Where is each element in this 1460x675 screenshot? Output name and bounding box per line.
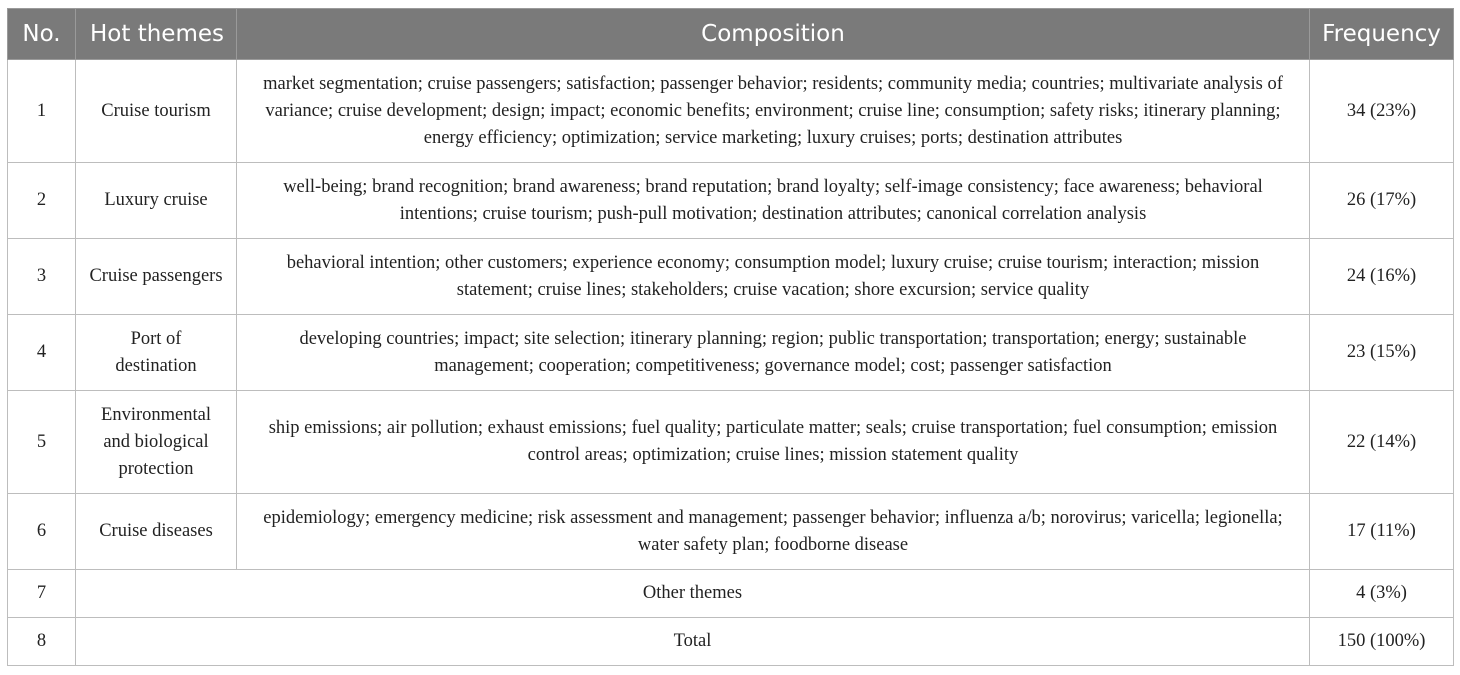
- composition-cell: epidemiology; emergency medicine; risk assessment and management; passenger behavior; influenza a/b; norovirus; varicella; legionella; water safety plan; foodborne disease: [237, 494, 1310, 570]
- frequency-cell: 4 (3%): [1310, 570, 1454, 618]
- theme-cell: Luxury cruise: [76, 163, 237, 239]
- row-number: 7: [8, 570, 76, 618]
- table-row: [8, 494, 1454, 570]
- total-frequency: 150 (100%): [1310, 618, 1454, 666]
- table-row: [8, 60, 1454, 163]
- row-number: 2: [8, 163, 76, 239]
- frequency-cell: 24 (16%): [1310, 239, 1454, 315]
- theme-cell: Port of destination: [76, 315, 237, 391]
- frequency-cell: 23 (15%): [1310, 315, 1454, 391]
- composition-cell: ship emissions; air pollution; exhaust emissions; fuel quality; particulate matter; seals; cruise transportation; fuel consumption; emission control areas; optimization; cruise lines; mission statement quality: [237, 391, 1310, 494]
- total-label: Total: [76, 618, 1310, 666]
- table-row: [8, 315, 1454, 391]
- theme-cell: Cruise tourism: [76, 60, 237, 163]
- header-composition: Composition: [237, 9, 1310, 60]
- themes-table-container: [7, 8, 1453, 666]
- theme-cell: Environmental and biological protection: [76, 391, 237, 494]
- table-row-total: [8, 618, 1454, 666]
- frequency-cell: 17 (11%): [1310, 494, 1454, 570]
- row-number: 5: [8, 391, 76, 494]
- frequency-cell: 34 (23%): [1310, 60, 1454, 163]
- row-number: 6: [8, 494, 76, 570]
- table-row-other-themes: [8, 570, 1454, 618]
- header-row: [8, 9, 1454, 60]
- header-hot-themes: Hot themes: [76, 9, 237, 60]
- frequency-cell: 22 (14%): [1310, 391, 1454, 494]
- table-row: [8, 391, 1454, 494]
- composition-cell: behavioral intention; other customers; experience economy; consumption model; luxury cruise; cruise tourism; interaction; mission statement; cruise lines; stakeholders; cruise vacation; shore excursion; service quality: [237, 239, 1310, 315]
- row-number: 1: [8, 60, 76, 163]
- row-number: 8: [8, 618, 76, 666]
- composition-cell: developing countries; impact; site selection; itinerary planning; region; public transportation; transportation; energy; sustainable management; cooperation; competitiveness; governance model; cost; passenger satisfaction: [237, 315, 1310, 391]
- row-number: 3: [8, 239, 76, 315]
- other-themes-label: Other themes: [76, 570, 1310, 618]
- row-number: 4: [8, 315, 76, 391]
- header-frequency: Frequency: [1310, 9, 1454, 60]
- composition-cell: well-being; brand recognition; brand awareness; brand reputation; brand loyalty; self-image consistency; face awareness; behavioral intentions; cruise tourism; push-pull motivation; destination attributes; canonical correlation analysis: [237, 163, 1310, 239]
- theme-cell: Cruise passengers: [76, 239, 237, 315]
- table-row: [8, 163, 1454, 239]
- frequency-cell: 26 (17%): [1310, 163, 1454, 239]
- composition-cell: market segmentation; cruise passengers; satisfaction; passenger behavior; residents; community media; countries; multivariate analysis of variance; cruise development; design; impact; economic benefits; environment; cruise line; consumption; safety risks; itinerary planning; energy efficiency; optimization; service marketing; luxury cruises; ports; destination attributes: [237, 60, 1310, 163]
- header-no: No.: [8, 9, 76, 60]
- hot-themes-table: [7, 8, 1454, 666]
- table-row: [8, 239, 1454, 315]
- theme-cell: Cruise diseases: [76, 494, 237, 570]
